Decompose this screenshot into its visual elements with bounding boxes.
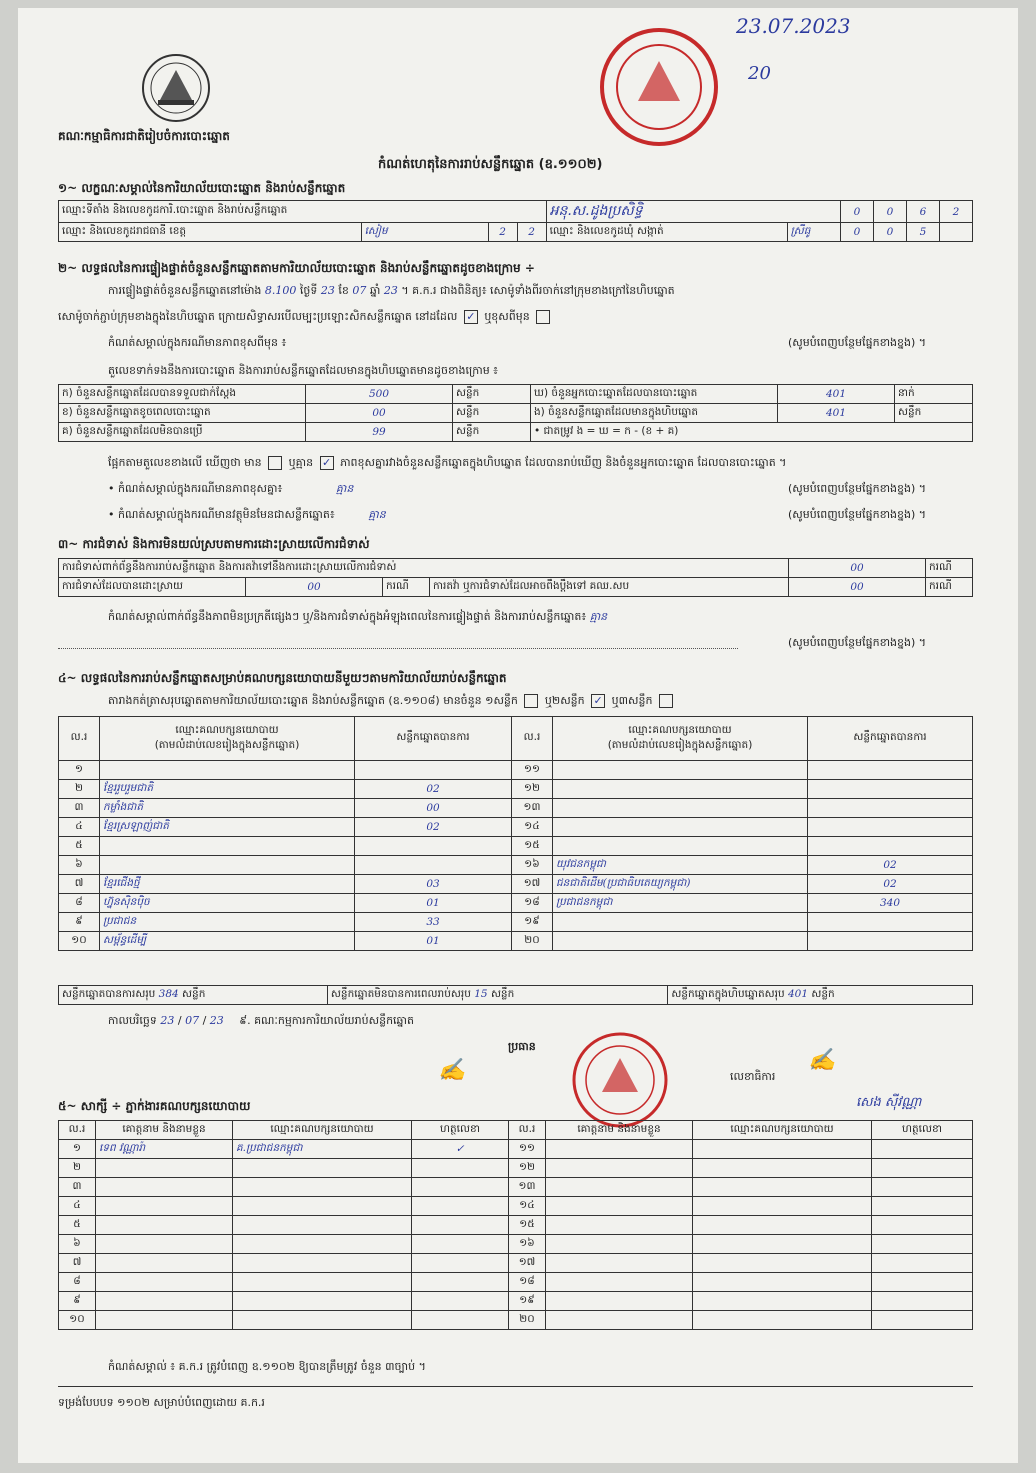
table-cell: ៥ bbox=[59, 1216, 96, 1235]
table-cell bbox=[808, 761, 973, 780]
org-name: គណៈកម្មាធិការជាតិរៀបចំការបោះឆ្នោត bbox=[58, 129, 230, 143]
received-ballots: 500 bbox=[306, 385, 453, 404]
table-cell bbox=[546, 1140, 693, 1159]
tally-sheets-line: តារាងកត់ត្រាសរុបឆ្នោតតាមការិយាល័យបោះឆ្នោត និងរាប់សន្លឹកឆ្នោត (ឧ.១១០៨) មានចំនួន ១សន្លឹក ឬ២សន្លឹក ✓ ឬ៣សន្លឹក bbox=[108, 694, 676, 710]
table-row bbox=[59, 1292, 973, 1311]
form-title: កំណត់ហេតុនៃការរាប់សន្លឹកឆ្នោត (ឧ.១១០២) bbox=[378, 157, 603, 172]
section4-title: ៤~ លទ្ធផលនៃការរាប់សន្លឹកឆ្នោតសម្រាប់គណបក្សនយោបាយនីមួយៗតាមការិយាល័យរាប់សន្លឹកឆ្នោត bbox=[58, 671, 507, 685]
table-cell: ១២ bbox=[512, 780, 553, 799]
table-cell: ១២ bbox=[509, 1159, 546, 1178]
table-row bbox=[59, 932, 973, 951]
table-row bbox=[59, 1197, 973, 1216]
table-cell bbox=[553, 761, 808, 780]
table-cell bbox=[355, 761, 512, 780]
table-row bbox=[59, 1159, 973, 1178]
table-cell: ប្រជាជន bbox=[100, 913, 355, 932]
table-cell bbox=[693, 1140, 872, 1159]
table-cell: ៦ bbox=[59, 1235, 96, 1254]
table-row bbox=[59, 837, 973, 856]
table-cell bbox=[693, 1273, 872, 1292]
table-cell: ប្រជាជនកម្ពុជា bbox=[553, 894, 808, 913]
table-cell bbox=[412, 1197, 509, 1216]
table-cell: ១៣ bbox=[509, 1178, 546, 1197]
table-cell bbox=[693, 1254, 872, 1273]
changed-checkbox[interactable] bbox=[536, 310, 550, 324]
table-cell bbox=[96, 1216, 233, 1235]
table-cell bbox=[872, 1159, 973, 1178]
table-cell: ១៧ bbox=[509, 1254, 546, 1273]
verify-day: 23 bbox=[320, 284, 335, 297]
table-cell bbox=[546, 1254, 693, 1273]
commune-label: ឈ្មោះ និងលេខកូដឃុំ សង្កាត់ bbox=[546, 223, 787, 242]
table-cell bbox=[693, 1197, 872, 1216]
appeal-count: 00 bbox=[789, 578, 926, 597]
table-cell: ៨ bbox=[59, 894, 100, 913]
code-digit: 0 bbox=[841, 201, 874, 223]
section3-title: ៣~ ការជំទាស់ និងការមិនយល់ស្របតាមការដោះស្រាយលើការជំទាស់ bbox=[58, 537, 370, 551]
table-cell: ១៩ bbox=[512, 913, 553, 932]
table-cell: 340 bbox=[808, 894, 973, 913]
code-digit: 6 bbox=[907, 201, 940, 223]
table-cell bbox=[96, 1235, 233, 1254]
table-cell: ១ bbox=[59, 761, 100, 780]
table-cell: ៣ bbox=[59, 1178, 96, 1197]
table-cell bbox=[693, 1216, 872, 1235]
footer-note: កំណត់សម្គាល់ ៖ គ.ក.រ ត្រូវបំពេញ ឧ.១១០២ ឱ្យបានត្រឹមត្រូវ ចំនួន ៣ច្បាប់ ។ bbox=[108, 1360, 426, 1373]
table-cell bbox=[693, 1292, 872, 1311]
table-cell bbox=[233, 1235, 412, 1254]
table-cell bbox=[412, 1273, 509, 1292]
table-cell bbox=[96, 1292, 233, 1311]
table-row bbox=[59, 856, 973, 875]
table-row bbox=[59, 799, 973, 818]
table-cell bbox=[808, 780, 973, 799]
witness-table: ល.រ គោត្តនាម និងនាមខ្លួន ឈ្មោះគណបក្សនយោបាយ ហត្ថលេខា ល.រ គោត្តនាម និងនាមខ្លួន ឈ្មោះគណបក្សនយោបាយ ហត្ថលេខា ១ ទេព វណ្ណារ៉ា គ.ប្រជាជនកម្ពុជា ✓ ១១ ២ ១២ ៣ ១៣ ៤ ១៤ ៥ ១៥ ៦ ១៦ ៧ ១៧ ៨ ១៨ ៩ ១៩ ១០ ២០ bbox=[58, 1120, 973, 1330]
province-label: ឈ្មោះ និងលេខកូដរាជធានី ខេត្ត bbox=[59, 223, 362, 242]
table-row bbox=[59, 1254, 973, 1273]
table-cell: ១០ bbox=[59, 932, 100, 951]
figures-intro: តួលេខទាក់ទងនឹងការបោះឆ្នោត និងការរាប់សន្លឹកឆ្នោតដែលមានក្នុងហិបឆ្នោតមានដូចខាងក្រោម ៖ bbox=[108, 364, 499, 377]
table-cell: ៩ bbox=[59, 1292, 96, 1311]
handwritten-date: 23.07.2023 bbox=[736, 14, 851, 38]
table-cell bbox=[546, 1292, 693, 1311]
table-row bbox=[59, 1311, 973, 1330]
verification-line: ការផ្ទៀងផ្ទាត់ចំនួនសន្លឹកឆ្នោតនៅម៉ោង 8.100 ថ្ងៃទី 23 ខែ 07 ឆ្នាំ 23 ។ គ.ក.រ ជាងពិនិត្យ៖ សោម៉ូទាំងពីរចាក់នៅក្រុមខាងក្រៅនៃហិបឆ្នោត bbox=[108, 284, 675, 297]
table-cell: 01 bbox=[355, 894, 512, 913]
table-cell: ២ bbox=[59, 780, 100, 799]
two-sheets-checkbox[interactable]: ✓ bbox=[591, 694, 605, 708]
spoiled-ballots: 00 bbox=[306, 404, 453, 423]
table-cell bbox=[412, 1311, 509, 1330]
table-row bbox=[59, 761, 973, 780]
code-digit: 0 bbox=[874, 201, 907, 223]
seal-status-line: សោម៉ូចាក់ភ្ជាប់ក្រុមខាងក្នុងនៃហិបឆ្នោត ក្រោយសិទ្ធាសរបើលម្បះប្រឡោះសិកសន្លឹកឆ្នោត នៅដដែល ✓ ឬខុសពីមុន bbox=[58, 310, 553, 326]
table-cell bbox=[553, 932, 808, 951]
table-cell: ១៤ bbox=[512, 818, 553, 837]
total-in-box: 401 bbox=[787, 987, 809, 1000]
table-cell: ខ្មែរជើងថ្មី bbox=[100, 875, 355, 894]
table-cell: ✓ bbox=[412, 1140, 509, 1159]
table-cell: ១៣ bbox=[512, 799, 553, 818]
table-cell: ១៥ bbox=[509, 1216, 546, 1235]
table-cell bbox=[693, 1311, 872, 1330]
table-cell bbox=[546, 1159, 693, 1178]
table-cell bbox=[808, 837, 973, 856]
table-cell bbox=[872, 1311, 973, 1330]
irregularity-note: កំណត់សម្គាល់ពាក់ព័ន្ធនឹងភាពមិនប្រក្រតីផ្សេងៗ ឬ/និងការជំទាស់ក្នុងអំឡុងពេលនៃការផ្ទៀងផ្ទាត់ និងការរាប់សន្លឹកឆ្នោត៖ គ្មាន bbox=[108, 610, 608, 623]
table-cell: កម្លាំងជាតិ bbox=[100, 799, 355, 818]
table-cell: ១៩ bbox=[509, 1292, 546, 1311]
handwritten-time: 20 bbox=[748, 63, 771, 84]
chair-label: ប្រធាន bbox=[508, 1040, 536, 1053]
table-cell: ៨ bbox=[59, 1273, 96, 1292]
commune-code: 0 bbox=[874, 223, 907, 242]
table-cell: ១៤ bbox=[509, 1197, 546, 1216]
section2-title: ២~ លទ្ធផលនៃការផ្ទៀងផ្ទាត់ចំនួនសន្លឹកឆ្នោតតាមការិយាល័យបោះឆ្នោត និងរាប់សន្លឹកឆ្នោតដូចខាងក្រោម ÷ bbox=[58, 261, 535, 275]
objections-count: 00 bbox=[789, 559, 926, 578]
totals-table: សន្លឹកឆ្នោតបានការសរុប 384 សន្លឹក សន្លឹកឆ្នោតមិនបានការពេលរាប់សរុប 15 សន្លឹក សន្លឹកឆ្នោតក្នុងហិបឆ្នោតសរុប 401 សន្លឹក bbox=[58, 985, 973, 1005]
table-cell: ១១ bbox=[509, 1140, 546, 1159]
table-cell: ៧ bbox=[59, 1254, 96, 1273]
table-cell: យុវជនកម្ពុជា bbox=[553, 856, 808, 875]
verify-time: 8.100 bbox=[264, 284, 297, 297]
table-cell: ៤ bbox=[59, 1197, 96, 1216]
table-cell: ១៦ bbox=[509, 1235, 546, 1254]
commune-value: ស្រីធូ bbox=[787, 223, 840, 242]
table-cell: 02 bbox=[808, 875, 973, 894]
table-cell bbox=[233, 1254, 412, 1273]
table-cell: ជនជាតិដើម(ប្រជាធិបតេយ្យកម្ពុជា) bbox=[553, 875, 808, 894]
total-invalid: 15 bbox=[474, 987, 488, 1000]
table-cell: ៤ bbox=[59, 818, 100, 837]
one-sheet-checkbox[interactable] bbox=[524, 694, 538, 708]
secretary-signature-icon: ✍ bbox=[808, 1048, 836, 1073]
table-cell: ១៨ bbox=[512, 894, 553, 913]
table-cell: 02 bbox=[808, 856, 973, 875]
table-cell bbox=[546, 1311, 693, 1330]
table-row bbox=[59, 913, 973, 932]
comparison-line: ផ្អែកតាមតួលេខខាងលើ ឃើញថា មាន ឬគ្មាន ✓ ភាពខុសគ្នារវាងចំនួនសន្លឹកឆ្នោតក្នុងហិបឆ្នោត ដែលបានរាប់ឃើញ និងចំនួនអ្នកបោះឆ្នោត ដែលបានបោះឆ្នោត ។ bbox=[108, 456, 787, 469]
table-cell bbox=[872, 1292, 973, 1311]
bullet-foreign-objects: • កំណត់សម្គាល់ក្នុងករណីមានវត្ថុមិនមែនជាសន្លឹកឆ្នោត៖ គ្មាន (សូមបំពេញបន្ថែមផ្នែកខាងខ្នង) ។ bbox=[108, 508, 927, 521]
table-cell bbox=[355, 837, 512, 856]
table-cell: ទេព វណ្ណារ៉ា bbox=[96, 1140, 233, 1159]
table-cell bbox=[553, 913, 808, 932]
table-cell: ១០ bbox=[59, 1311, 96, 1330]
official-stamp-icon bbox=[598, 26, 720, 148]
table-cell bbox=[412, 1178, 509, 1197]
table-cell bbox=[872, 1273, 973, 1292]
footer-form-ref: ទម្រង់បែបបទ ១១០២ សម្រាប់បំពេញដោយ គ.ក.រ bbox=[58, 1396, 265, 1409]
table-cell: ខ្មែររួបរួមជាតិ bbox=[100, 780, 355, 799]
bullet-difference: • កំណត់សម្គាល់ក្នុងករណីមានភាពខុសគ្នា៖ គ្មាន (សូមបំពេញបន្ថែមផ្នែកខាងខ្នង) ។ bbox=[108, 482, 927, 495]
table-cell bbox=[808, 799, 973, 818]
table-row bbox=[59, 875, 973, 894]
table-cell: 33 bbox=[355, 913, 512, 932]
table-cell: ៦ bbox=[59, 856, 100, 875]
table-cell bbox=[96, 1178, 233, 1197]
table-cell bbox=[872, 1254, 973, 1273]
table-row bbox=[59, 1178, 973, 1197]
table-cell bbox=[96, 1254, 233, 1273]
table-cell bbox=[872, 1140, 973, 1159]
table-cell bbox=[412, 1292, 509, 1311]
table-cell bbox=[233, 1159, 412, 1178]
table-cell bbox=[546, 1273, 693, 1292]
location-value: អនុ.ស.ដូងប្រសិទ្ធិ bbox=[546, 201, 840, 223]
three-sheets-checkbox[interactable] bbox=[659, 694, 673, 708]
table-cell bbox=[96, 1197, 233, 1216]
table-cell bbox=[100, 837, 355, 856]
table-cell bbox=[96, 1159, 233, 1178]
verify-year: 23 bbox=[383, 284, 398, 297]
resolved-count: 00 bbox=[246, 578, 383, 597]
table-cell bbox=[553, 799, 808, 818]
table-row bbox=[59, 1235, 973, 1254]
commune-code: 5 bbox=[907, 223, 940, 242]
table-row bbox=[59, 1273, 973, 1292]
province-code: 2 bbox=[488, 223, 517, 242]
table-cell bbox=[233, 1216, 412, 1235]
results-table: ល.រ ឈ្មោះគណបក្សនយោបាយ (តាមលំដាប់លេខរៀងក្នុងសន្លឹកឆ្នោត) សន្លឹកឆ្នោតបានការ ល.រ ឈ្មោះគណបក្សនយោបាយ (តាមលំដាប់លេខរៀងក្នុងសន្លឹកឆ្នោត) សន្លឹកឆ្នោតបានការ ១ ១១ ២ ខ្មែររួបរួមជាតិ 02 ១២ ៣ កម្លាំងជាតិ 00 ១៣ ៤ ខ្មែរស្រឡាញ់ជាតិ 02 ១៤ ៥ ១៥ ៦ ១៦ យុវជនកម្ពុជា 02 ៧ ខ្មែរជើងថ្មី 03 ១៧ ជនជាតិដើម(ប្រជាធិបតេយ្យកម្ពុជា) 02 ៨ ហ្វ៊ុនស៊ិនប៉ិច 01 ១៨ ប្រជាជនកម្ពុជា 340 ៩ ប្រជាជន 33 ១៩ ១០ សម្ព័ន្ធដើម្បី 01 ២០ bbox=[58, 716, 973, 951]
table-cell bbox=[546, 1216, 693, 1235]
difference-note: កំណត់សម្គាល់ក្នុងករណីមានភាពខុសពីមុន ៖ (សូមបំពេញបន្ថែមផ្នែកខាងខ្នង) ។ bbox=[108, 336, 927, 349]
unused-ballots: 99 bbox=[306, 423, 453, 442]
table-cell: 02 bbox=[355, 780, 512, 799]
table-cell: ១៥ bbox=[512, 837, 553, 856]
table-cell bbox=[233, 1197, 412, 1216]
table-cell bbox=[808, 932, 973, 951]
table-row bbox=[59, 780, 973, 799]
total-valid: 384 bbox=[158, 987, 179, 1000]
section1-table bbox=[58, 200, 973, 242]
emblem-icon bbox=[140, 52, 212, 124]
table-cell: ១៨ bbox=[509, 1273, 546, 1292]
table-cell bbox=[412, 1216, 509, 1235]
table-cell: ១៦ bbox=[512, 856, 553, 875]
table-cell bbox=[553, 818, 808, 837]
table-cell bbox=[233, 1178, 412, 1197]
table-cell bbox=[546, 1178, 693, 1197]
unchanged-checkbox[interactable]: ✓ bbox=[464, 310, 478, 324]
table-cell bbox=[233, 1292, 412, 1311]
table-cell bbox=[553, 780, 808, 799]
table-cell bbox=[412, 1254, 509, 1273]
table-cell: ៣ bbox=[59, 799, 100, 818]
table-cell: ២០ bbox=[512, 932, 553, 951]
section1-title: ១~ លក្ខណៈសម្គាល់នៃការិយាល័យបោះឆ្នោត និងរាប់សន្លឹកឆ្នោត bbox=[58, 181, 346, 195]
objections-table: ការជំទាស់ពាក់ព័ន្ធនឹងការរាប់សន្លឹកឆ្នោត និងការតវ៉ាទៅនឹងការដោះស្រាយលើការជំទាស់ 00 ករណី ការជំទាស់ដែលបានដោះស្រាយ 00 ករណី ការតវ៉ា ឬការជំទាស់ដែលអាចពឹងប្តឹងទៅ គឈ.សប 00 ករណី bbox=[58, 558, 973, 597]
table-cell: 01 bbox=[355, 932, 512, 951]
table-cell bbox=[233, 1273, 412, 1292]
table-cell bbox=[100, 761, 355, 780]
document-page: គណៈកម្មាធិការជាតិរៀបចំការបោះឆ្នោត 23.07.2023 20 កំណត់ហេតុនៃការរាប់សន្លឹកឆ្នោត (ឧ.១១០២) ១~ លក្ខណៈសម្គាល់នៃការិយាល័យបោះឆ្នោត និងរាប់សន្លឹកឆ្នោត ឈ្មោះទីតាំង និងលេខកូដការិ.បោះឆ្នោត និងរាប់សន្លឹកឆ្នោត អនុ.ស.ដូងប្រសិទ្ធិ 0 0 6 2 ឈ្មោះ និងលេខកូដរាជធានី ខេត្ត សៀម 2 2 ឈ្មោះ និងលេខកូដឃុំ សង្កាត់ ស្រីធូ 0 0 5 ២~ លទ្ធផលនៃការផ្ទៀងផ្ទាត់ចំនួនសន្លឹកឆ្នោតតាមការិយាល័យបោះឆ្នោត និងរាប់សន្លឹកឆ្នោតដូចខាងក្រោម ÷ ការផ្ទៀងផ្ទាត់ចំនួនសន្លឹកឆ្នោតនៅម៉ោង 8.100 ថ្ងៃទី 23 ខែ 07 ឆ្នាំ 23 ។ គ.ក.រ ជាងពិនិត្យ៖ សោម៉ូទាំងពីរចាក់នៅក្រុមខាងក្រៅនៃហិបឆ្នោត សោម៉ូចាក់ភ្ជាប់ក្រុមខាងក្នុងនៃហិបឆ្នោត ក្រោយសិទ្ធាសរបើលម្បះប្រឡោះសិកសន្លឹកឆ្នោត នៅដដែល ✓ ឬខុសពីមុន កំណត់សម្គាល់ក្នុងករណីមានភាពខុសពីមុន ៖ (សូមបំពេញបន្ថែមផ្នែកខាងខ្នង) ។ តួលេខទាក់ទងនឹងការបោះឆ្នោត និងការរាប់សន្លឹកឆ្នោតដែលមានក្នុងហិបឆ្នោតមានដូចខាងក្រោម ៖ ក) ចំនួនសន្លឹកឆ្នោតដែលបានទទួលជាក់ស្តែង 500 សន្លឹក ឃ) ចំនួនអ្នកបោះឆ្នោតដែលបានបោះឆ្នោត 401 នាក់ ខ) ចំនួនសន្លឹកឆ្នោតខូចពេលបោះឆ្នោត 00 សន្លឹក ង) ចំនួនសន្លឹកឆ្នោតដែលមានក្នុងហិបឆ្នោត 401 សន្លឹក គ) ចំនួនសន្លឹកឆ្នោតដែលមិនបានប្រើ 99 សន្លឹក • ជាតម្រូវ ង = ឃ = ក - (ខ + គ) ផ្អែកតាមតួលេខខាងលើ ឃើញថា មាន ឬគ្មាន ✓ ភាពខុសគ្នារវាងចំនួនសន្លឹកឆ្នោតក្នុងហិបឆ្នោត ដែលបានរាប់ឃើញ និងចំនួនអ្នកបោះឆ្នោត ដែលបានបោះឆ្នោត ។ • កំណត់សម្គាល់ក្នុងករណីមានភាពខុសគ្នា៖ គ្មាន (សូមបំពេញបន្ថែមផ្នែកខាងខ្នង) ។ • កំណត់សម្គាល់ក្នុងករណីមានវត្ថុមិនមែនជាសន្លឹកឆ្នោត៖ គ្មាន (សូមបំពេញបន្ថែមផ្នែកខាងខ្នង) ។ ៣~ ការជំទាស់ និងការមិនយល់ស្របតាមការដោះស្រាយលើការជំទាស់ ការជំទាស់ពាក់ព័ន្ធនឹងការរាប់សន្លឹកឆ្នោត និងការតវ៉ាទៅនឹងការដោះស្រាយលើការជំទាស់ 00 ករណី ការជំទាស់ដែលបានដោះស្រាយ 00 ករណី ការតវ៉ា ឬការជំទាស់ដែលអាចពឹងប្តឹងទៅ គឈ.សប 00 ករណី កំណត់សម្គាល់ពាក់ព័ន្ធនឹងភាពមិនប្រក្រតីផ្សេងៗ ឬ/និងការជំទាស់ក្នុងអំឡុងពេលនៃការផ្ទៀងផ្ទាត់ និងការរាប់សន្លឹកឆ្នោត៖ គ្មាន (សូមបំពេញបន្ថែមផ្នែកខាងខ្នង) ។ ៤~ លទ្ធផលនៃការរាប់សន្លឹកឆ្នោតសម្រាប់គណបក្សនយោបាយនីមួយៗតាមការិយាល័យរាប់សន្លឹកឆ្នោត តារាងកត់ត្រាសរុបឆ្នោតតាមការិយាល័យបោះឆ្នោត និងរាប់សន្លឹកឆ្នោត (ឧ.១១០៨) មានចំនួន ១សន្លឹក ឬ២សន្លឹក ✓ ឬ៣សន្លឹក ល.រ ឈ្មោះគណបក្សនយោបាយ (តាមលំដាប់លេខរៀងក្នុងសន្លឹកឆ្នោត) សន្លឹកឆ្នោតបានការ ល.រ ឈ្មោះគណបក្សនយោបាយ (តាមលំដាប់លេខរៀងក្នុងសន្លឹកឆ្នោត) សន្លឹកឆ្នោតបានការ ១ ១១ ២ ខ្មែររួបរួមជាតិ 02 ១២ ៣ កម្លាំងជាតិ 00 ១៣ ៤ ខ្មែរស្រឡាញ់ជាតិ 02 ១៤ ៥ ១៥ ៦ ១៦ យុវជនកម្ពុជា 02 ៧ ខ្មែរជើងថ្មី 03 ១៧ ជនជាតិដើម(ប្រជាធិបតេយ្យកម្ពុជា) 02 ៨ ហ្វ៊ុនស៊ិនប៉ិច 01 ១៨ ប្រជាជនកម្ពុជា 340 ៩ ប្រជាជន 33 ១៩ ១០ សម្ព័ន្ធដើម្បី 01 ២០ សន្លឹកឆ្នោតបានការសរុប 384 សន្លឹក សន្លឹកឆ្នោតមិនបានការពេលរាប់សរុប 15 សន្លឹក សន្លឹកឆ្នោតក្នុងហិបឆ្នោតសរុប 401 សន្លឹក កាលបរិច្ឆេទ 23 / 07 / 23 ៩. គណៈកម្មការការិយាល័យរាប់សន្លឹកឆ្នោត ប្រធាន ✍ លេខាធិការ ✍ សេង សុីវណ្ណា ៥~ សាក្សី ÷ ភ្នាក់ងារគណបក្សនយោបាយ ល.រ គោត្តនាម និងនាមខ្លួន ឈ្មោះគណបក្សនយោបាយ ហត្ថលេខា ល.រ គោត្តនាម និងនាមខ្លួន ឈ្មោះគណបក្សនយោបាយ ហត្ថលេខា ១ ទេព វណ្ណារ៉ា គ.ប្រជាជនកម្ពុជា ✓ ១១ ២ ១២ ៣ ១៣ ៤ ១៤ ៥ ១៥ ៦ ១៦ ៧ ១៧ ៨ ១៨ ៩ ១៩ ១០ ២០ កំណត់សម្គាល់ ៖ គ.ក.រ ត្រូវបំពេញ ឧ.១១០២ ឱ្យបានត្រឹមត្រូវ ចំនួន ៣ច្បាប់ ។ ទម្រង់បែបបទ ១១០២ សម្រាប់បំពេញដោយ គ.ក.រ bbox=[18, 8, 1018, 1463]
table-cell bbox=[872, 1178, 973, 1197]
chair-signature-icon: ✍ bbox=[438, 1058, 466, 1083]
verify-month: 07 bbox=[352, 284, 367, 297]
no-difference-checkbox[interactable]: ✓ bbox=[320, 456, 334, 470]
secretary-name: សេង សុីវណ្ណា bbox=[856, 1095, 922, 1110]
province-value: សៀម bbox=[361, 223, 488, 242]
table-cell: ១៧ bbox=[512, 875, 553, 894]
table-cell bbox=[412, 1235, 509, 1254]
table-row bbox=[59, 1216, 973, 1235]
table-cell: ១ bbox=[59, 1140, 96, 1159]
table-cell bbox=[546, 1197, 693, 1216]
table-cell: ហ្វ៊ុនស៊ិនប៉ិច bbox=[100, 894, 355, 913]
has-difference-checkbox[interactable] bbox=[268, 456, 282, 470]
table-cell: ៧ bbox=[59, 875, 100, 894]
table-cell bbox=[808, 818, 973, 837]
table-cell bbox=[546, 1235, 693, 1254]
table-row bbox=[59, 894, 973, 913]
location-label: ឈ្មោះទីតាំង និងលេខកូដការិ.បោះឆ្នោត និងរាប់សន្លឹកឆ្នោត bbox=[59, 201, 547, 223]
lower-stamp-icon bbox=[570, 1030, 670, 1130]
table-cell bbox=[412, 1159, 509, 1178]
section5-title: ៥~ សាក្សី ÷ ភ្នាក់ងារគណបក្សនយោបាយ bbox=[58, 1099, 251, 1113]
table-row bbox=[59, 818, 973, 837]
code-digit: 2 bbox=[940, 201, 973, 223]
table-cell: 03 bbox=[355, 875, 512, 894]
table-cell: ៩ bbox=[59, 913, 100, 932]
table-cell: ២ bbox=[59, 1159, 96, 1178]
table-cell bbox=[96, 1311, 233, 1330]
table-cell bbox=[693, 1159, 872, 1178]
table-cell: ៥ bbox=[59, 837, 100, 856]
commune-code: 0 bbox=[841, 223, 874, 242]
table-cell bbox=[100, 856, 355, 875]
ballots-in-box: 401 bbox=[778, 404, 895, 423]
table-cell: 00 bbox=[355, 799, 512, 818]
table-cell bbox=[233, 1311, 412, 1330]
figures-table: ក) ចំនួនសន្លឹកឆ្នោតដែលបានទទួលជាក់ស្តែង 500 សន្លឹក ឃ) ចំនួនអ្នកបោះឆ្នោតដែលបានបោះឆ្នោត 401 នាក់ ខ) ចំនួនសន្លឹកឆ្នោតខូចពេលបោះឆ្នោត 00 សន្លឹក ង) ចំនួនសន្លឹកឆ្នោតដែលមានក្នុងហិបឆ្នោត 401 សន្លឹក គ) ចំនួនសន្លឹកឆ្នោតដែលមិនបានប្រើ 99 សន្លឹក • ជាតម្រូវ ង = ឃ = ក - (ខ + គ) bbox=[58, 384, 973, 442]
table-cell bbox=[693, 1235, 872, 1254]
table-cell bbox=[355, 856, 512, 875]
table-cell: សម្ព័ន្ធដើម្បី bbox=[100, 932, 355, 951]
province-code: 2 bbox=[517, 223, 546, 242]
table-cell: ខ្មែរស្រឡាញ់ជាតិ bbox=[100, 818, 355, 837]
table-cell: គ.ប្រជាជនកម្ពុជា bbox=[233, 1140, 412, 1159]
signing-date: កាលបរិច្ឆេទ 23 / 07 / 23 ៩. គណៈកម្មការការិយាល័យរាប់សន្លឹកឆ្នោត bbox=[108, 1014, 415, 1027]
table-cell bbox=[872, 1216, 973, 1235]
table-cell bbox=[553, 837, 808, 856]
table-cell bbox=[872, 1235, 973, 1254]
table-cell bbox=[808, 913, 973, 932]
table-row bbox=[59, 1140, 973, 1159]
table-cell bbox=[693, 1178, 872, 1197]
table-cell bbox=[872, 1197, 973, 1216]
voters-count: 401 bbox=[778, 385, 895, 404]
table-cell bbox=[96, 1273, 233, 1292]
table-cell: 02 bbox=[355, 818, 512, 837]
table-cell: ១១ bbox=[512, 761, 553, 780]
table-cell: ២០ bbox=[509, 1311, 546, 1330]
secretary-label: លេខាធិការ bbox=[730, 1070, 776, 1083]
